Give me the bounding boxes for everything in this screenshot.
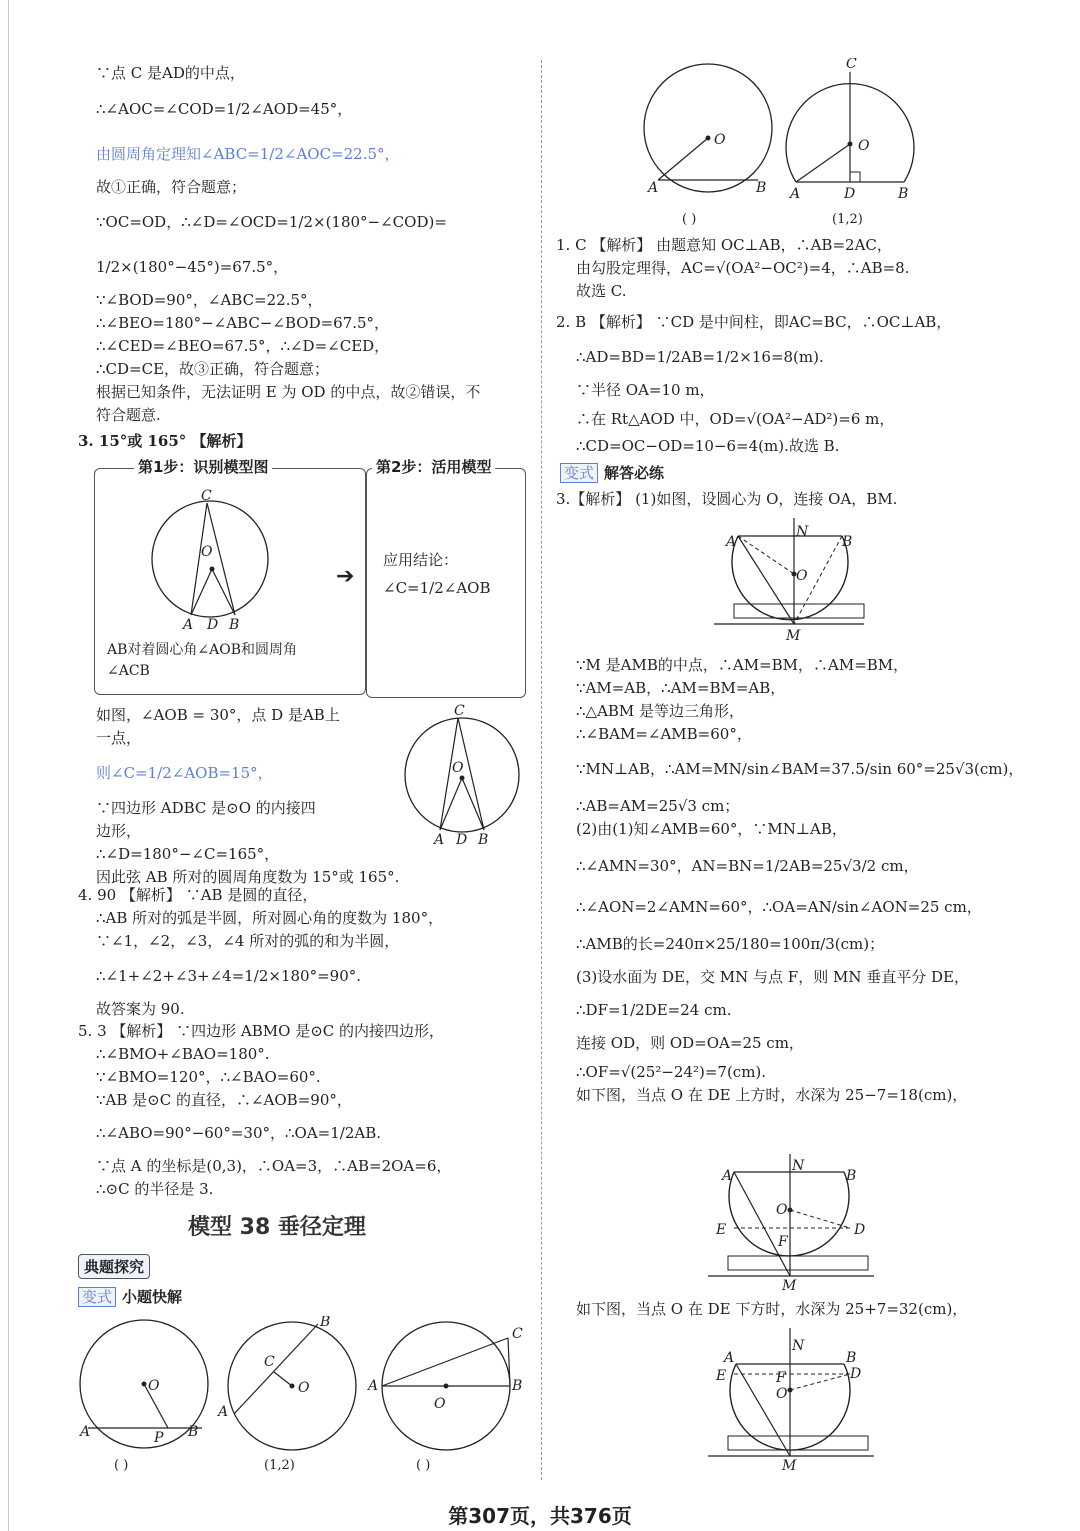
text-line: 故选 C. [576, 282, 627, 300]
svg-text:A: A [218, 1404, 229, 1420]
text-line: ∴CD=OC−OD=10−6=4(m).故选 B. [576, 437, 840, 455]
svg-text:M: M [782, 1278, 797, 1290]
svg-text:B: B [846, 1350, 857, 1366]
text-line: 如下图，当点 O 在 DE 上方时，水深为 25−7=18(cm)， [576, 1086, 968, 1104]
svg-text:F: F [776, 1370, 786, 1386]
fig-caption: ( ) [682, 212, 697, 227]
svg-text:N: N [792, 1338, 805, 1354]
text-line: ∵点 C 是AD的中点， [96, 64, 245, 82]
step1-caption [107, 639, 297, 679]
bowl-figure-1 [714, 514, 884, 644]
svg-text:B: B [229, 617, 240, 633]
text-line: 5. 3 【解析】 ∵四边形 ABMO 是⊙C 的内接四边形， [78, 1022, 445, 1040]
text-line: 符合题意. [96, 406, 161, 424]
svg-text:D: D [850, 1366, 862, 1382]
svg-text:B: B [846, 1168, 857, 1184]
svg-text:F: F [778, 1234, 788, 1250]
svg-text:D: D [207, 617, 219, 633]
svg-text:C: C [846, 58, 857, 72]
svg-text:D: D [844, 186, 856, 202]
svg-text:B: B [756, 180, 767, 196]
right-q1-q2 [556, 234, 951, 458]
caption-line: ∠ACB [107, 663, 150, 679]
svg-text:D: D [854, 1222, 866, 1238]
text-line: ∵M 是AMB的中点，∴AM=BM，∴AM=BM， [576, 656, 909, 674]
step1-box [94, 468, 366, 695]
caption-line: AB对着圆心角∠AOB和圆周角 [107, 642, 298, 658]
text-line: ∵AB 是⊙C 的直径，∴∠AOB=90°， [96, 1091, 352, 1109]
text-line: ∴∠AMN=30°，AN=BN=1/2AB=25√3/2 cm， [576, 857, 919, 875]
text-line: ∵∠1，∠2，∠3，∠4 所对的弧的和为半圆， [96, 932, 400, 950]
q3-solution [576, 654, 1023, 1107]
text-line: 因此弦 AB 所对的圆周角度数为 15°或 165°. [96, 868, 400, 886]
svg-text:B: B [898, 186, 909, 202]
bianshi-tag-2 [560, 462, 664, 483]
text-line: ∴∠BAM=∠AMB=60°， [576, 725, 752, 743]
fig-caption: (1,2) [264, 1458, 295, 1473]
text-line: 故答案为 90. [96, 1000, 185, 1018]
svg-text:O: O [776, 1202, 788, 1218]
svg-text:O: O [201, 544, 213, 560]
svg-text:B: B [188, 1424, 199, 1440]
svg-text:C: C [201, 488, 212, 504]
bianshi-label: 变式 [560, 463, 598, 483]
svg-text:B: B [478, 832, 489, 848]
step2-text-1: 应用结论： [383, 551, 459, 569]
text-line: ∵半径 OA=10 m， [576, 381, 715, 399]
text-line: ∵OC=OD，∴∠D=∠OCD=1/2×(180°−∠COD)= [96, 213, 447, 231]
text-line: ∴⊙C 的半径是 3. [96, 1180, 214, 1198]
text-line: 2. B 【解析】 ∵CD 是中间柱，即AC=BC，∴OC⊥AB， [556, 313, 952, 331]
svg-text:D: D [456, 832, 468, 848]
svg-text:O: O [452, 760, 464, 776]
text-line: ∴∠1+∠2+∠3+∠4=1/2×180°=90°. [96, 967, 362, 985]
text-line: ∵点 A 的坐标是(0,3)，∴OA=3，∴AB=2OA=6， [96, 1157, 452, 1175]
svg-text:A: A [183, 617, 194, 633]
svg-text:M: M [786, 628, 801, 644]
svg-text:A: A [722, 1168, 733, 1184]
text-line: 如图，∠AOB = 30°，点 D 是AB上 [96, 706, 340, 724]
text-line: ∴AB 所对的弧是半圆，所对圆心角的度数为 180°， [96, 909, 444, 927]
svg-text:A: A [80, 1424, 91, 1440]
text-line: 1/2×(180°−45°)=67.5°， [96, 258, 289, 276]
text-line: 故①正确，符合题意； [96, 178, 247, 196]
svg-text:A: A [434, 832, 445, 848]
bianshi-tag [78, 1286, 182, 1307]
text-line: ∵AM=AB，∴AM=BM=AB， [576, 679, 786, 697]
q3-head: 3.【解析】 (1)如图，设圆心为 O，连接 OA，BM. [556, 490, 898, 508]
bowl-figure-3 [704, 1324, 884, 1474]
typical-tag: 典题探究 [78, 1254, 150, 1279]
text-line: ∵∠BMO=120°，∴∠BAO=60°. [96, 1068, 321, 1086]
text-line: ∴△ABM 是等边三角形， [576, 702, 745, 720]
q5-block [78, 1020, 451, 1201]
text-line: 由圆周角定理知∠ABC=1/2∠AOC=22.5°， [96, 145, 400, 163]
text-line: ∴AD=BD=1/2AB=1/2×16=8(m). [576, 348, 824, 366]
svg-text:E: E [716, 1222, 727, 1238]
bottom-figures [74, 1316, 526, 1466]
svg-text:B: B [512, 1378, 523, 1394]
svg-text:O: O [434, 1396, 446, 1412]
fig-caption: (1,2) [832, 212, 863, 227]
svg-text:N: N [796, 524, 809, 540]
step1-title: 第1步：识别模型图 [134, 456, 272, 477]
svg-text:M: M [782, 1458, 797, 1474]
step2-title: 第2步：活用模型 [372, 456, 495, 477]
page-footer: 第307页，共376页 [448, 1504, 632, 1528]
fig-caption: ( ) [416, 1458, 431, 1473]
text-line: ∴DF=1/2DE=24 cm. [576, 1001, 732, 1019]
text-line: ∴AMB的长=240π×25/180=100π/3(cm)； [576, 935, 885, 953]
svg-text:O: O [796, 568, 808, 584]
bianshi-title: 小题快解 [122, 1288, 183, 1306]
q4-block [78, 884, 443, 1021]
text-line: ∵∠BOD=90°，∠ABC=22.5°， [96, 291, 323, 309]
svg-text:A: A [724, 1350, 735, 1366]
text-line: ∴OF=√(25²−24²)=7(cm). [576, 1063, 767, 1081]
svg-text:O: O [298, 1380, 310, 1396]
svg-text:A: A [368, 1378, 379, 1394]
svg-text:O: O [776, 1386, 788, 1402]
text-line: ∴在 Rt△AOD 中，OD=√(OA²−AD²)=6 m， [576, 410, 895, 428]
svg-text:E: E [716, 1368, 727, 1384]
bowl-figure-2 [704, 1150, 884, 1290]
svg-text:C: C [264, 1354, 275, 1370]
text-line: 边形， [96, 822, 142, 840]
top-figures [636, 58, 1036, 208]
svg-text:P: P [154, 1430, 164, 1446]
text-line: 根据已知条件，无法证明 E 为 OD 的中点，故②错误，不 [96, 383, 481, 401]
text-line: ∴∠BEO=180°−∠ABC−∠BOD=67.5°， [96, 314, 390, 332]
text-line: ∴∠CED=∠BEO=67.5°，∴∠D=∠CED， [96, 337, 390, 355]
text-line: 由勾股定理得，AC=√(OA²−OC²)=4，∴AB=8. [576, 259, 910, 277]
q3-header: 3. 15°或 165° 【解析】 [78, 432, 252, 450]
q3-explain [96, 704, 399, 889]
page-edge [8, 0, 9, 1531]
fig-caption: ( ) [114, 1458, 129, 1473]
text-line: ∵MN⊥AB，∴AM=MN/sin∠BAM=37.5/sin 60°=25√3(cm)， [576, 760, 1024, 778]
text-line: 1. C 【解析】 由题意知 OC⊥AB，∴AB=2AC， [556, 236, 892, 254]
text-line: ∴∠D=180°−∠C=165°， [96, 845, 280, 863]
text-line: (2)由(1)知∠AMB=60°，∵MN⊥AB， [576, 820, 847, 838]
text-line: (3)设水面为 DE，交 MN 与点 F，则 MN 垂直平分 DE， [576, 968, 969, 986]
text-line: ∴∠ABO=90°−60°=30°，∴OA=1/2AB. [96, 1124, 382, 1142]
svg-text:B: B [842, 534, 853, 550]
svg-text:A: A [648, 180, 659, 196]
q3-figure [400, 700, 530, 850]
text-line: ∴∠BMO+∠BAO=180°. [96, 1045, 270, 1063]
text-line: ∴CD=CE，故③正确，符合题意； [96, 360, 330, 378]
svg-text:O: O [148, 1378, 160, 1394]
svg-text:A: A [790, 186, 801, 202]
svg-text:O: O [858, 138, 870, 154]
svg-text:O: O [714, 132, 726, 148]
text-line: 一点， [96, 729, 142, 747]
model-title: 模型 38 垂径定理 [188, 1215, 366, 1240]
svg-text:N: N [792, 1158, 805, 1174]
text-line: 连接 OD，则 OD=OA=25 cm， [576, 1034, 804, 1052]
svg-text:C: C [454, 703, 465, 719]
step2-text-2: ∠C=1/2∠AOB [383, 579, 491, 597]
text-line: 则∠C=1/2∠AOB=15°， [96, 764, 273, 782]
svg-text:C: C [512, 1326, 523, 1342]
text-line: ∵四边形 ADBC 是⊙O 的内接四 [96, 799, 316, 817]
q3-tail: 如下图，当点 O 在 DE 下方时，水深为 25+7=32(cm)， [576, 1300, 968, 1318]
left-top-block [96, 62, 480, 427]
arrow-icon: ➔ [336, 564, 355, 589]
svg-text:B: B [320, 1316, 331, 1330]
bianshi-title: 解答必练 [604, 464, 665, 482]
bianshi-label: 变式 [78, 1287, 116, 1307]
text-line: 4. 90 【解析】 ∵AB 是圆的直径， [78, 886, 318, 904]
text-line: ∴∠AON=2∠AMN=60°，∴OA=AN/sin∠AON=25 cm， [576, 898, 982, 916]
step2-box [366, 468, 526, 698]
text-line: ∴∠AOC=∠COD=1/2∠AOD=45°， [96, 100, 353, 118]
column-divider [541, 60, 542, 1480]
text-line: ∴AB=AM=25√3 cm； [576, 797, 740, 815]
svg-text:A: A [726, 534, 737, 550]
